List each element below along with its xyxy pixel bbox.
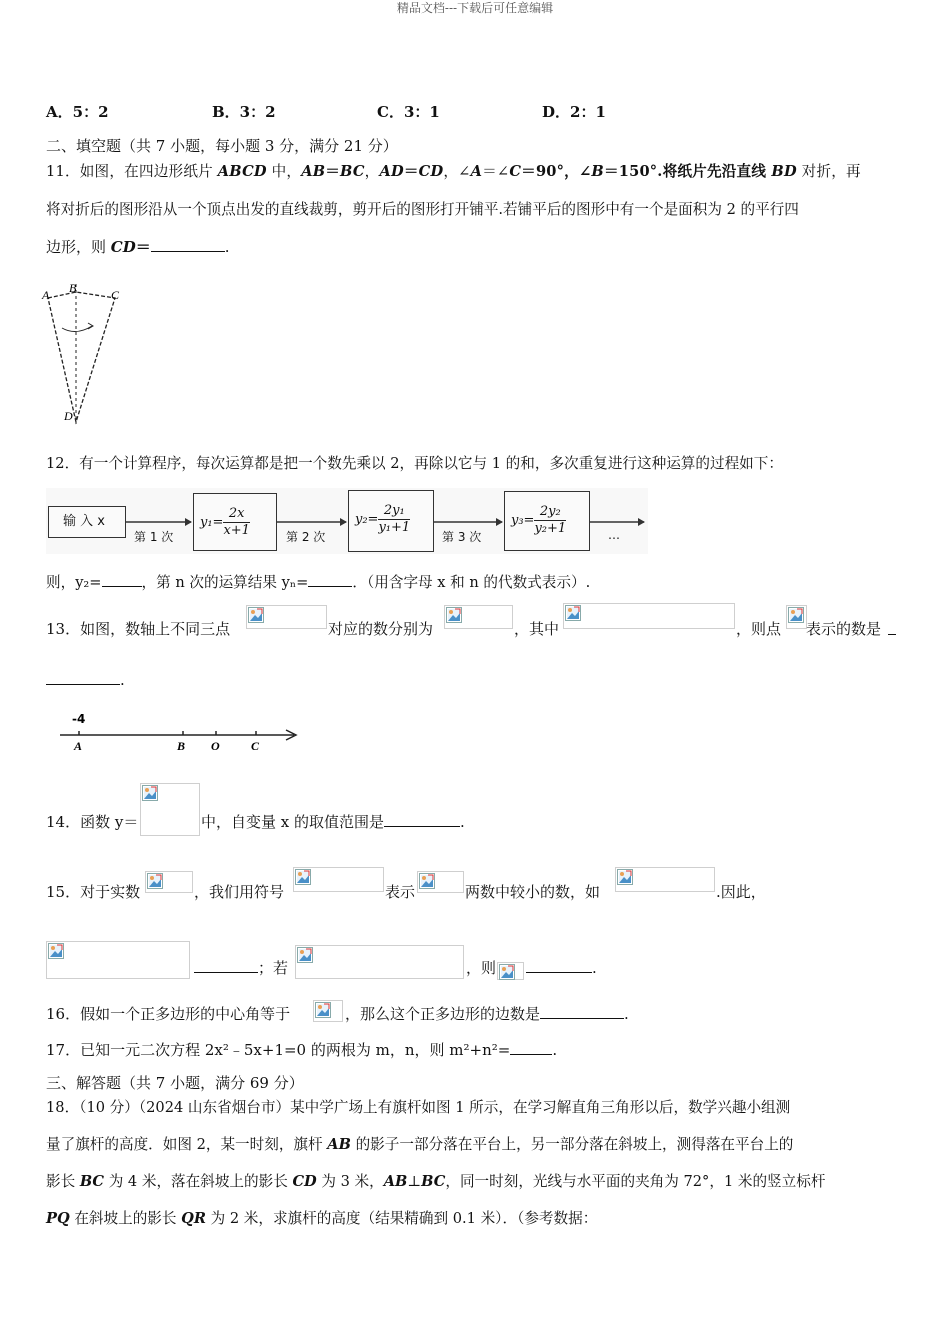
q15-t2: ，我们用符号 bbox=[194, 883, 285, 901]
q10-option-b: B．3：2 bbox=[212, 103, 276, 121]
q16-t1: 16．假如一个正多边形的中心角等于 bbox=[46, 1005, 291, 1023]
step-3-formula: y₃= $\frac{\text{2y₂}}{\text{y₂+1}}$ bbox=[511, 504, 567, 536]
step-3-label: 第 3 次 bbox=[442, 530, 482, 544]
step-2-label: 第 2 次 bbox=[286, 530, 326, 544]
axis-label-o: O bbox=[211, 739, 220, 753]
q15-line-2b: . bbox=[526, 958, 597, 978]
broken-image-icon bbox=[786, 605, 807, 629]
q13-blank-start bbox=[888, 634, 896, 635]
q12-flowchart bbox=[46, 488, 648, 554]
q16-answer-blank[interactable] bbox=[540, 1004, 624, 1019]
q11-answer-blank[interactable] bbox=[151, 237, 225, 252]
q14-t1: 14．函数 y＝ bbox=[46, 813, 139, 831]
label-b: B bbox=[69, 281, 77, 295]
broken-image-icon bbox=[563, 603, 735, 629]
q18-line-4: PQ 在斜坡上的影长 QR 为 2 米，求旗杆的高度（结果精确到 0.1 米）．（参考数据： bbox=[46, 1210, 598, 1227]
label-c: C bbox=[111, 288, 120, 302]
input-box: 输 入 x bbox=[48, 506, 126, 538]
broken-image-icon bbox=[497, 962, 524, 980]
q11-line-1: 11．如图，在四边形纸片 ABCD 中，AB＝BC，AD＝CD，∠A＝∠C＝90°，∠B＝150°.将纸片先沿直线 BD 对折，再 bbox=[46, 163, 861, 180]
q13-answer-blank[interactable] bbox=[46, 670, 120, 685]
q11-kite-figure bbox=[40, 280, 130, 430]
page-header: 精品文档---下载后可任意编辑 bbox=[396, 1, 554, 15]
broken-image-icon bbox=[246, 605, 327, 629]
q10-option-a: A．5：2 bbox=[46, 103, 109, 121]
q15-t1: 15．对于实数 bbox=[46, 883, 141, 901]
axis-label-a: A bbox=[74, 739, 83, 753]
q15-t5: .因此， bbox=[716, 883, 766, 901]
broken-image-icon bbox=[145, 871, 193, 893]
q18-line-3: 影长 BC 为 4 米，落在斜坡上的影长 CD 为 3 米，AB⊥BC，同一时刻，光线与水平面的夹角为 72°，1 米的竖立标杆 bbox=[46, 1173, 826, 1190]
q15-line-2a: ；若 bbox=[194, 958, 288, 978]
section-2-title: 二、填空题（共 7 小题，每小题 3 分，满分 21 分） bbox=[46, 137, 398, 155]
fold-arrow bbox=[62, 326, 92, 332]
q10-option-c: C．3：1 bbox=[377, 103, 440, 121]
axis-value-a: -4 bbox=[72, 712, 86, 726]
q13-t5: 表示的数是 bbox=[806, 620, 882, 638]
broken-image-icon bbox=[293, 867, 384, 892]
q15-t7: ，则 bbox=[466, 959, 497, 977]
q15-blank-2[interactable] bbox=[526, 958, 592, 973]
label-a: A bbox=[42, 288, 50, 302]
broken-image-icon bbox=[615, 867, 715, 892]
q15-t3: 表示 bbox=[385, 883, 416, 901]
section-3-title: 三、解答题（共 7 小题，满分 69 分） bbox=[46, 1074, 304, 1092]
q14-answer-blank[interactable] bbox=[384, 812, 460, 827]
q13-t3: ，其中 bbox=[514, 620, 560, 638]
step-1-formula: y₁= $\frac{2x}{x+1}$ bbox=[200, 506, 250, 538]
broken-image-icon bbox=[140, 783, 200, 836]
q13-t1: 13．如图，数轴上不同三点 bbox=[46, 620, 231, 638]
kite-outline bbox=[48, 292, 115, 422]
q11-line-2: 将对折后的图形沿从一个顶点出发的直线裁剪，剪开后的图形打开铺平.若铺平后的图形中有一个是面积为 2 的平行四 bbox=[46, 201, 799, 218]
broken-image-icon bbox=[295, 945, 464, 979]
q12-blank-yn[interactable] bbox=[308, 572, 352, 587]
q15-t4: 两数中较小的数，如 bbox=[465, 883, 601, 901]
q13-number-line bbox=[56, 708, 300, 754]
q11-line-3: 边形，则 CD＝ . bbox=[46, 238, 230, 256]
axis-label-b: B bbox=[177, 739, 186, 753]
fold-arrow-head bbox=[88, 323, 93, 329]
q17-line: 17．已知一元二次方程 2x²﹣5x+1=0 的两根为 m，n，则 m²+n²= . bbox=[46, 1041, 558, 1059]
q13-answer-line: . bbox=[46, 670, 125, 690]
axis-label-c: C bbox=[251, 739, 260, 753]
broken-image-icon bbox=[46, 941, 190, 979]
q14-line-end: 中，自变量 x 的取值范围是 . bbox=[201, 813, 465, 831]
q18-line-1: 18．（10 分）（2024 山东省烟台市）某中学广场上有旗杆如图 1 所示，在学习解直角三角形以后，数学兴趣小组测 bbox=[46, 1099, 791, 1116]
q16-line-end: ，那么这个正多边形的边数是 . bbox=[345, 1005, 629, 1023]
step-1-label: 第 1 次 bbox=[134, 530, 174, 544]
broken-image-icon bbox=[417, 871, 464, 893]
q12-answer-line: 则，y₂= ，第 n 次的运算结果 yₙ= ．（用含字母 x 和 n 的代数式表示）. bbox=[46, 574, 591, 591]
q18-line-2: 量了旗杆的高度．如图 2，某一时刻，旗杆 AB 的影子一部分落在平台上，另一部分落在斜坡上，测得落在平台上的 bbox=[46, 1136, 794, 1153]
q12-blank-y2[interactable] bbox=[102, 572, 142, 587]
ellipsis: … bbox=[608, 528, 620, 542]
q13-t4: ，则点 bbox=[736, 620, 782, 638]
broken-image-icon bbox=[313, 1000, 343, 1022]
step-2-formula: y₂= $\frac{\text{2y₁}}{\text{y₁+1}}$ bbox=[355, 503, 411, 535]
q13-t2: 对应的数分别为 bbox=[328, 620, 434, 638]
q12-text: 12．有一个计算程序，每次运算都是把一个数先乘以 2，再除以它与 1 的和，多次重复进行这种运算的过程如下： bbox=[46, 455, 783, 472]
q10-option-d: D．2：1 bbox=[542, 103, 606, 121]
q17-answer-blank[interactable] bbox=[510, 1040, 552, 1055]
broken-image-icon bbox=[444, 605, 513, 629]
label-d: D bbox=[64, 409, 73, 423]
q15-blank-1[interactable] bbox=[194, 958, 258, 973]
